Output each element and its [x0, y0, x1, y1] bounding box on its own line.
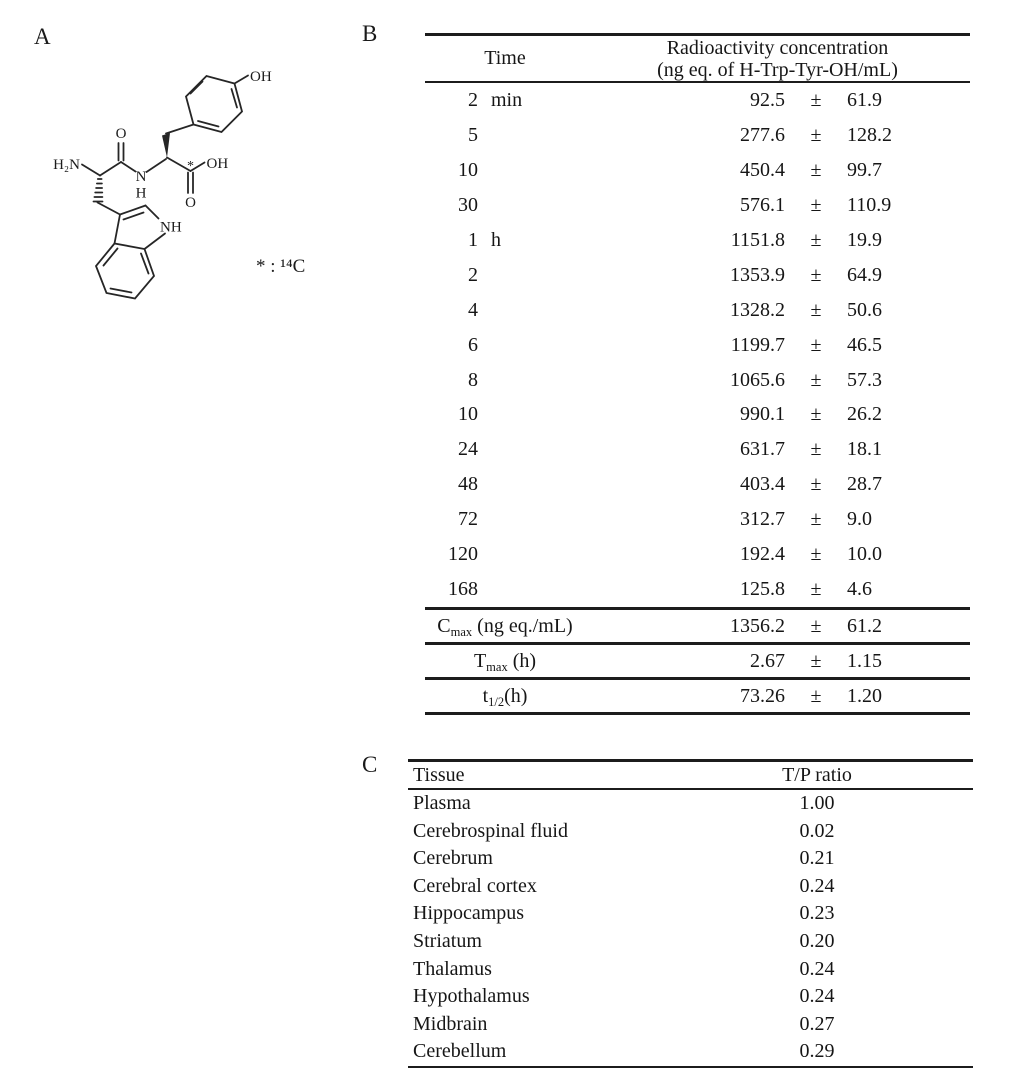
sd-value: 28.7	[847, 473, 882, 496]
ratio-value: 0.24	[799, 985, 835, 1008]
label-main: C	[437, 614, 451, 637]
time-value: 10	[458, 403, 478, 426]
atom-label-amide-n: N	[135, 169, 147, 185]
time-value: 1	[468, 228, 478, 251]
mean-value: 1328.2	[730, 298, 785, 321]
mean-value: 192.4	[740, 543, 785, 566]
time-unit	[478, 537, 585, 572]
summary-label	[425, 645, 585, 678]
time-unit	[478, 363, 585, 398]
sd-value: 9.0	[847, 508, 872, 531]
isotope-legend: * : ¹⁴C	[256, 256, 306, 277]
sd-value: 18.1	[847, 438, 882, 461]
sd-value: 50.6	[847, 298, 882, 321]
plus-minus: ±	[810, 578, 822, 601]
table-row	[425, 432, 970, 467]
table-header-row	[425, 36, 970, 81]
table-row	[408, 818, 973, 846]
mean-value: 277.6	[740, 123, 785, 146]
table-row	[425, 467, 970, 502]
atom-label-indole-nh: NH	[160, 219, 182, 236]
plus-minus: ±	[810, 228, 822, 251]
table-row	[425, 397, 970, 432]
table-row	[425, 188, 970, 223]
table-row	[408, 1038, 973, 1066]
radioactivity-table	[425, 33, 970, 715]
tissue-name: Cerebral cortex	[413, 874, 537, 897]
table-row	[408, 1011, 973, 1039]
time-unit	[478, 118, 585, 153]
atom-label-amide-o: O	[115, 126, 127, 142]
label-subscript: max	[486, 659, 508, 674]
table-row	[425, 83, 970, 118]
ratio-value: 0.21	[799, 847, 835, 870]
sd-value: 64.9	[847, 263, 882, 286]
label-main: t	[482, 684, 489, 707]
table-row	[408, 900, 973, 928]
atom-label-acid-o: O	[185, 195, 196, 211]
plus-minus: ±	[810, 614, 822, 637]
plus-minus: ±	[810, 193, 822, 216]
time-unit	[478, 258, 585, 293]
table-row	[425, 572, 970, 607]
tissue-name: Striatum	[413, 929, 482, 952]
table-row	[425, 502, 970, 537]
ratio-value: 0.29	[799, 1040, 835, 1063]
column-header-concentration	[585, 36, 970, 81]
mean-value: 1199.7	[730, 333, 785, 356]
plus-minus: ±	[810, 473, 822, 496]
ratio-value: 0.20	[799, 929, 835, 952]
label-units: (h)	[507, 649, 537, 672]
table-rule	[408, 1066, 973, 1069]
ratio-value: 0.24	[799, 874, 835, 897]
summary-row-thalf	[425, 680, 970, 713]
chemical-structure-trp-tyr	[0, 0, 350, 360]
summary-label	[425, 680, 585, 713]
atom-label-amide-h: H	[135, 185, 147, 202]
ratio-value: 0.27	[799, 1012, 835, 1035]
sd-value: 4.6	[847, 578, 872, 601]
label-subscript: 1/2	[488, 694, 505, 709]
panel-c-label: C	[362, 752, 378, 777]
tissue-name: Plasma	[413, 792, 471, 814]
sd-value: 128.2	[847, 123, 892, 146]
plus-minus: ±	[810, 89, 822, 111]
plus-minus: ±	[810, 508, 822, 531]
plus-minus: ±	[810, 263, 822, 286]
time-value: 48	[458, 473, 478, 496]
atom-label-acid-oh: OH	[206, 156, 229, 172]
table-row	[408, 928, 973, 956]
time-unit: h	[491, 228, 501, 251]
time-unit	[478, 467, 585, 502]
mean-value: 1356.2	[730, 614, 785, 637]
tissue-name: Midbrain	[413, 1012, 488, 1035]
table-row	[425, 537, 970, 572]
panel-a-label: A	[34, 24, 51, 49]
time-value: 5	[468, 123, 478, 146]
plus-minus: ±	[810, 403, 822, 426]
time-unit	[478, 328, 585, 363]
plus-minus: ±	[810, 438, 822, 461]
time-unit	[478, 572, 585, 607]
table-row	[425, 118, 970, 153]
ratio-value: 0.02	[799, 819, 835, 842]
time-unit	[478, 397, 585, 432]
time-unit	[478, 153, 585, 188]
mean-value: 73.26	[740, 684, 785, 707]
tissue-ratio-table	[408, 759, 973, 1068]
table-row	[425, 153, 970, 188]
mean-value: 450.4	[740, 158, 785, 181]
sd-value: 61.9	[847, 89, 882, 111]
mean-value: 125.8	[740, 578, 785, 601]
time-unit	[478, 502, 585, 537]
mean-value: 631.7	[740, 438, 785, 461]
table-row	[425, 223, 970, 258]
tissue-name: Thalamus	[413, 957, 492, 980]
tissue-name: Hippocampus	[413, 902, 525, 925]
label-main: T	[473, 649, 487, 672]
label-units: (ng eq./mL)	[472, 614, 573, 637]
table-row	[425, 293, 970, 328]
table-row	[408, 873, 973, 901]
table-row	[425, 363, 970, 398]
sd-value: 99.7	[847, 158, 882, 181]
plus-minus: ±	[810, 298, 822, 321]
mean-value: 2.67	[750, 649, 785, 672]
plus-minus: ±	[810, 649, 822, 672]
time-unit	[478, 188, 585, 223]
time-value: 8	[468, 368, 478, 391]
time-unit	[478, 432, 585, 467]
time-value: 4	[468, 298, 478, 321]
table-row	[408, 983, 973, 1011]
table-row	[408, 845, 973, 873]
table-header-row	[408, 762, 973, 788]
plus-minus: ±	[810, 368, 822, 391]
sd-value: 10.0	[847, 543, 882, 566]
tissue-name: Cerebrospinal fluid	[413, 819, 568, 842]
plus-minus: ±	[810, 684, 822, 707]
table-row	[408, 956, 973, 984]
summary-row-tmax	[425, 645, 970, 678]
plus-minus: ±	[810, 543, 822, 566]
sd-value: 1.15	[847, 649, 882, 672]
time-value: 72	[458, 508, 478, 531]
table-rule	[425, 712, 970, 715]
column-header-tissue: Tissue	[413, 763, 465, 786]
mean-value: 1065.6	[730, 368, 785, 391]
ratio-value: 1.00	[799, 792, 835, 814]
tissue-name: Cerebellum	[413, 1040, 507, 1063]
mean-value: 990.1	[740, 403, 785, 426]
atom-label-h2n: H₂N	[53, 157, 80, 173]
time-value: 2	[468, 89, 478, 111]
time-value: 24	[458, 438, 478, 461]
time-value: 6	[468, 333, 478, 356]
mean-value: 1151.8	[730, 228, 785, 251]
time-value: 2	[468, 263, 478, 286]
time-value: 10	[458, 158, 478, 181]
label-subscript: max	[450, 624, 473, 639]
atom-label-phenol-oh: OH	[250, 69, 272, 85]
column-header-ratio: T/P ratio	[782, 763, 852, 786]
sd-value: 57.3	[847, 368, 882, 391]
mean-value: 92.5	[750, 89, 785, 111]
table-row	[408, 790, 973, 818]
plus-minus: ±	[810, 158, 822, 181]
time-value: 30	[458, 193, 478, 216]
bond-lines	[82, 76, 248, 299]
mean-value: 576.1	[740, 193, 785, 216]
concentration-header-line2: (ng eq. of H-Trp-Tyr-OH/mL)	[657, 58, 898, 81]
time-value: 120	[448, 543, 478, 566]
plus-minus: ±	[810, 333, 822, 356]
table-row	[425, 328, 970, 363]
time-unit: min	[491, 89, 523, 111]
mean-value: 1353.9	[730, 263, 785, 286]
sd-value: 110.9	[847, 193, 892, 216]
mean-value: 312.7	[740, 508, 785, 531]
time-unit	[478, 293, 585, 328]
ratio-value: 0.23	[799, 902, 835, 925]
sd-value: 1.20	[847, 684, 882, 707]
panel-b-label: B	[362, 21, 378, 46]
time-value: 168	[448, 578, 478, 601]
table-row	[425, 258, 970, 293]
sd-value: 61.2	[847, 614, 882, 637]
column-header-time: Time	[484, 46, 526, 69]
summary-label	[425, 610, 585, 643]
mean-value: 403.4	[740, 473, 785, 496]
summary-row-cmax	[425, 610, 970, 643]
tissue-name: Cerebrum	[413, 847, 493, 870]
wedge-bond	[162, 133, 170, 158]
sd-value: 19.9	[847, 228, 882, 251]
plus-minus: ±	[810, 123, 822, 146]
concentration-header-line1: Radioactivity concentration	[666, 36, 889, 59]
ratio-value: 0.24	[799, 957, 835, 980]
label-units: (h)	[504, 684, 528, 707]
isotope-asterisk: *	[187, 159, 194, 174]
sd-value: 46.5	[847, 333, 882, 356]
sd-value: 26.2	[847, 403, 882, 426]
tissue-name: Hypothalamus	[413, 985, 530, 1008]
